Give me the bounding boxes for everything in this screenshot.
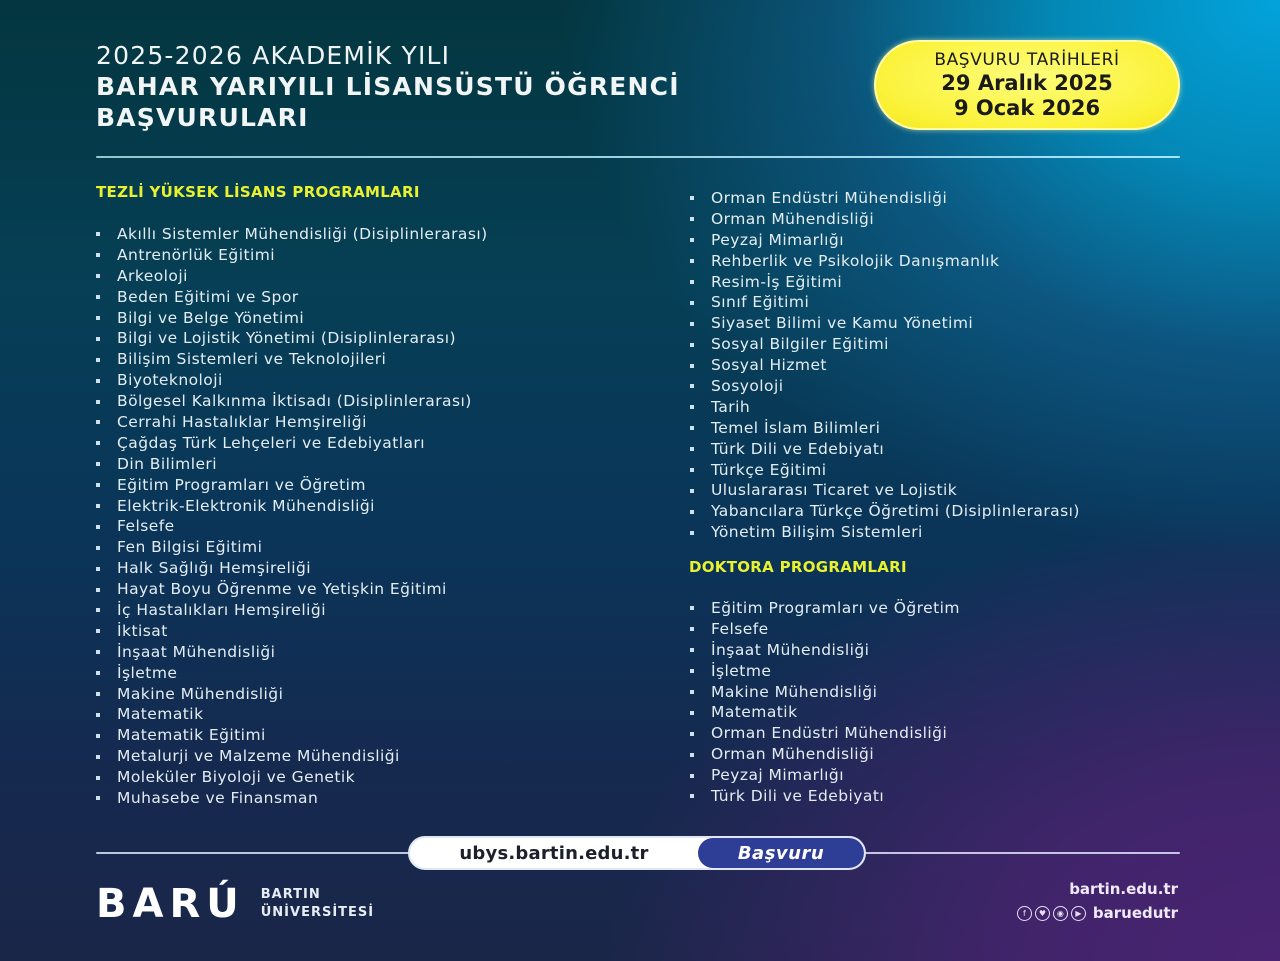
program-item (96, 746, 488, 767)
bullet-icon (96, 504, 100, 508)
end-date: 9 Ocak 2026 (953, 96, 1101, 120)
program-name: Orman Mühendisliği (711, 209, 875, 228)
program-name: İnşaat Mühendisliği (117, 642, 276, 661)
bullet-icon (96, 776, 100, 780)
bullet-icon (690, 489, 694, 493)
program-item (96, 704, 488, 725)
bullet-icon (96, 650, 100, 654)
bullet-icon (690, 426, 694, 430)
program-name: Sınıf Eğitimi (711, 293, 810, 312)
program-item (690, 480, 1080, 501)
bullet-icon (690, 384, 694, 388)
bullet-icon (96, 671, 100, 675)
baru-logo-mark: BARÚ (96, 881, 245, 927)
program-item (96, 600, 488, 621)
program-item (690, 744, 960, 765)
bullet-icon (690, 280, 694, 284)
program-item (96, 621, 488, 642)
program-item (690, 355, 1080, 376)
program-name: Sosyal Hizmet (711, 356, 827, 375)
bullet-icon (96, 337, 100, 341)
program-name: Halk Sağlığı Hemşireliği (117, 559, 312, 578)
university-logo (96, 882, 374, 926)
program-item (690, 272, 1080, 293)
program-name: Tarih (711, 397, 751, 416)
bullet-icon (690, 322, 694, 326)
program-name: İşletme (117, 663, 178, 682)
program-name: Muhasebe ve Finansman (117, 789, 319, 808)
masters-program-list-col2 (690, 188, 1080, 543)
program-name: İşletme (711, 661, 772, 680)
doctorate-program-list (690, 598, 960, 807)
bullet-icon (690, 711, 694, 715)
program-name: Sosyal Bilgiler Eğitimi (711, 335, 889, 354)
program-item (96, 725, 488, 746)
program-name: Akıllı Sistemler Mühendisliği (Disiplinlerarası) (117, 225, 488, 243)
program-item (96, 454, 488, 475)
program-name: Makine Mühendisliği (711, 682, 878, 701)
program-name: Türk Dili ve Edebiyatı (711, 787, 885, 806)
bullet-icon (96, 755, 100, 759)
program-item (690, 702, 960, 723)
masters-program-list-col1 (96, 224, 488, 809)
header-divider (96, 156, 1180, 158)
university-name (261, 886, 374, 922)
program-name: Türk Dili ve Edebiyatı (711, 439, 885, 458)
bullet-icon (690, 510, 694, 514)
program-item (96, 684, 488, 705)
bullet-icon (690, 531, 694, 535)
bullet-icon (690, 669, 694, 673)
program-name: Fen Bilgisi Eğitimi (117, 538, 263, 557)
program-name: İnşaat Mühendisliği (711, 640, 870, 659)
bullet-icon (690, 753, 694, 757)
program-name: Felsefe (117, 517, 175, 536)
bullet-icon (690, 794, 694, 798)
program-name: Rehberlik ve Psikolojik Danışmanlık (711, 251, 1000, 270)
bullet-icon (96, 734, 100, 738)
bullet-icon (96, 441, 100, 445)
program-name: Uluslararası Ticaret ve Lojistik (711, 481, 958, 500)
application-url-pill (408, 836, 866, 870)
program-name: Elektrik-Elektronik Mühendisliği (117, 496, 375, 515)
dates-label: BAŞVURU TARİHLERİ (934, 50, 1120, 70)
bullet-icon (690, 606, 694, 610)
program-item (96, 308, 488, 329)
program-name: Felsefe (711, 619, 769, 638)
program-name: Orman Endüstri Mühendisliği (711, 724, 948, 743)
bullet-icon (690, 447, 694, 451)
program-name: Siyaset Bilimi ve Kamu Yönetimi (711, 314, 974, 333)
program-name: İç Hastalıkları Hemşireliği (117, 601, 326, 620)
social-handle[interactable]: baruedutr (1092, 904, 1178, 922)
program-item (690, 376, 1080, 397)
bullet-icon (690, 732, 694, 736)
instagram-icon[interactable]: ◉ (1053, 906, 1068, 921)
bullet-icon (690, 238, 694, 242)
bullet-icon (96, 483, 100, 487)
program-item (96, 537, 488, 558)
program-name: Matematik Eğitimi (117, 726, 266, 745)
university-name-line2: ÜNİVERSİTESİ (260, 905, 375, 920)
program-item (690, 313, 1080, 334)
program-name: Temel İslam Bilimleri (711, 418, 881, 437)
program-name: Eğitim Programları ve Öğretim (711, 599, 960, 617)
bullet-icon (96, 420, 100, 424)
bullet-icon (96, 379, 100, 383)
program-name: Cerrahi Hastalıklar Hemşireliği (117, 413, 367, 432)
program-item (690, 397, 1080, 418)
program-item (96, 370, 488, 391)
program-item (96, 266, 488, 287)
program-name: Bölgesel Kalkınma İktisadı (Disiplinlerarası) (117, 392, 472, 411)
bullet-icon (96, 525, 100, 529)
program-item (690, 501, 1080, 522)
bullet-icon (96, 316, 100, 320)
bullet-icon (690, 259, 694, 263)
program-name: Türkçe Eğitimi (711, 460, 827, 479)
program-item (690, 188, 1080, 209)
university-name-line1: BARTIN (260, 887, 321, 902)
program-name: Bilişim Sistemleri ve Teknolojileri (117, 350, 387, 369)
program-item (96, 558, 488, 579)
program-item (690, 640, 960, 661)
bullet-icon (96, 253, 100, 257)
bullet-icon (96, 629, 100, 633)
bullet-icon (96, 546, 100, 550)
bullet-icon (96, 358, 100, 362)
program-item (690, 334, 1080, 355)
start-date: 29 Aralık 2025 (941, 71, 1113, 95)
program-item (96, 224, 488, 245)
footer-contact (1017, 878, 1178, 922)
program-item (96, 433, 488, 454)
bullet-icon (690, 627, 694, 631)
bullet-icon (690, 648, 694, 652)
bullet-icon (96, 713, 100, 717)
program-name: Sosyoloji (711, 377, 784, 396)
bullet-icon (690, 468, 694, 472)
academic-year-title: 2025-2026 AKADEMİK YILI (96, 41, 451, 70)
bullet-icon (690, 364, 694, 368)
program-item (690, 418, 1080, 439)
program-item (690, 522, 1080, 543)
program-name: Yönetim Bilişim Sistemleri (711, 523, 923, 542)
program-name: Matematik (117, 705, 204, 724)
bullet-icon (96, 692, 100, 696)
youtube-icon[interactable]: ▶ (1071, 906, 1086, 921)
applications-title: BAŞVURULARI (96, 103, 309, 132)
bullet-icon (690, 690, 694, 694)
program-item (96, 642, 488, 663)
bullet-icon (96, 796, 100, 800)
program-name: Orman Mühendisliği (711, 745, 875, 764)
program-item (690, 598, 960, 619)
program-item (96, 475, 488, 496)
program-name: Orman Endüstri Mühendisliği (711, 189, 948, 207)
footer-divider-right (860, 852, 1180, 854)
bullet-icon (690, 196, 694, 200)
program-item (690, 765, 960, 786)
program-name: Yabancılara Türkçe Öğretimi (Disiplinlerarası) (711, 502, 1080, 521)
program-item (690, 460, 1080, 481)
bullet-icon (96, 400, 100, 404)
program-name: İktisat (117, 621, 168, 640)
program-item (96, 391, 488, 412)
bullet-icon (96, 608, 100, 612)
program-item (96, 496, 488, 517)
program-item (690, 682, 960, 703)
social-row (1017, 904, 1178, 922)
program-item (690, 786, 960, 807)
program-name: Din Bilimleri (117, 454, 218, 473)
application-dates-badge (874, 40, 1180, 130)
program-name: Arkeoloji (117, 266, 188, 285)
program-name: Eğitim Programları ve Öğretim (117, 475, 366, 494)
bullet-icon (96, 232, 100, 236)
program-name: Hayat Boyu Öğrenme ve Yetişkin Eğitimi (117, 580, 447, 599)
bullet-icon (96, 588, 100, 592)
program-item (690, 230, 1080, 251)
bullet-icon (96, 462, 100, 466)
program-name: Bilgi ve Lojistik Yönetimi (Disiplinlerarası) (117, 329, 456, 348)
program-name: Çağdaş Türk Lehçeleri ve Edebiyatları (117, 433, 426, 452)
bullet-icon (690, 301, 694, 305)
program-item (96, 349, 488, 370)
program-item (96, 788, 488, 809)
program-name: Resim-İş Eğitimi (711, 272, 843, 291)
program-name: Antrenörlük Eğitimi (117, 245, 276, 264)
program-name: Peyzaj Mimarlığı (711, 230, 844, 249)
program-name: Metalurji ve Malzeme Mühendisliği (117, 747, 400, 766)
program-name: Biyoteknoloji (117, 371, 223, 390)
twitter-icon[interactable]: ♥ (1035, 906, 1050, 921)
bullet-icon (96, 274, 100, 278)
program-item (96, 579, 488, 600)
program-name: Peyzaj Mimarlığı (711, 766, 844, 785)
bullet-icon (690, 405, 694, 409)
program-name: Beden Eğitimi ve Spor (117, 287, 299, 306)
program-item (96, 412, 488, 433)
masters-section-title: TEZLİ YÜKSEK LİSANS PROGRAMLARI (96, 183, 420, 201)
program-item (690, 292, 1080, 313)
doctorate-section-title: DOKTORA PROGRAMLARI (689, 558, 907, 576)
program-item (690, 251, 1080, 272)
program-name: Matematik (711, 703, 798, 722)
bullet-icon (96, 295, 100, 299)
program-item (690, 209, 1080, 230)
program-item (96, 328, 488, 349)
program-item (96, 245, 488, 266)
program-name: Makine Mühendisliği (117, 684, 284, 703)
program-item (96, 516, 488, 537)
program-name: Moleküler Biyoloji ve Genetik (117, 768, 356, 787)
program-item (690, 723, 960, 744)
program-item (96, 767, 488, 788)
bullet-icon (690, 774, 694, 778)
program-item (96, 287, 488, 308)
bullet-icon (96, 567, 100, 571)
program-item (690, 439, 1080, 460)
website-link[interactable]: bartin.edu.tr (1069, 880, 1178, 898)
bullet-icon (690, 217, 694, 221)
program-item (96, 663, 488, 684)
apply-button[interactable]: Başvuru (698, 838, 864, 868)
facebook-icon[interactable]: f (1017, 906, 1032, 921)
semester-title: BAHAR YARIYILI LİSANSÜSTÜ ÖĞRENCİ (96, 72, 680, 101)
program-item (690, 661, 960, 682)
page-header (96, 40, 680, 133)
application-url-link[interactable]: ubys.bartin.edu.tr (459, 842, 649, 864)
program-name: Bilgi ve Belge Yönetimi (117, 308, 305, 327)
program-item (690, 619, 960, 640)
footer-divider-left (96, 852, 416, 854)
bullet-icon (690, 343, 694, 347)
